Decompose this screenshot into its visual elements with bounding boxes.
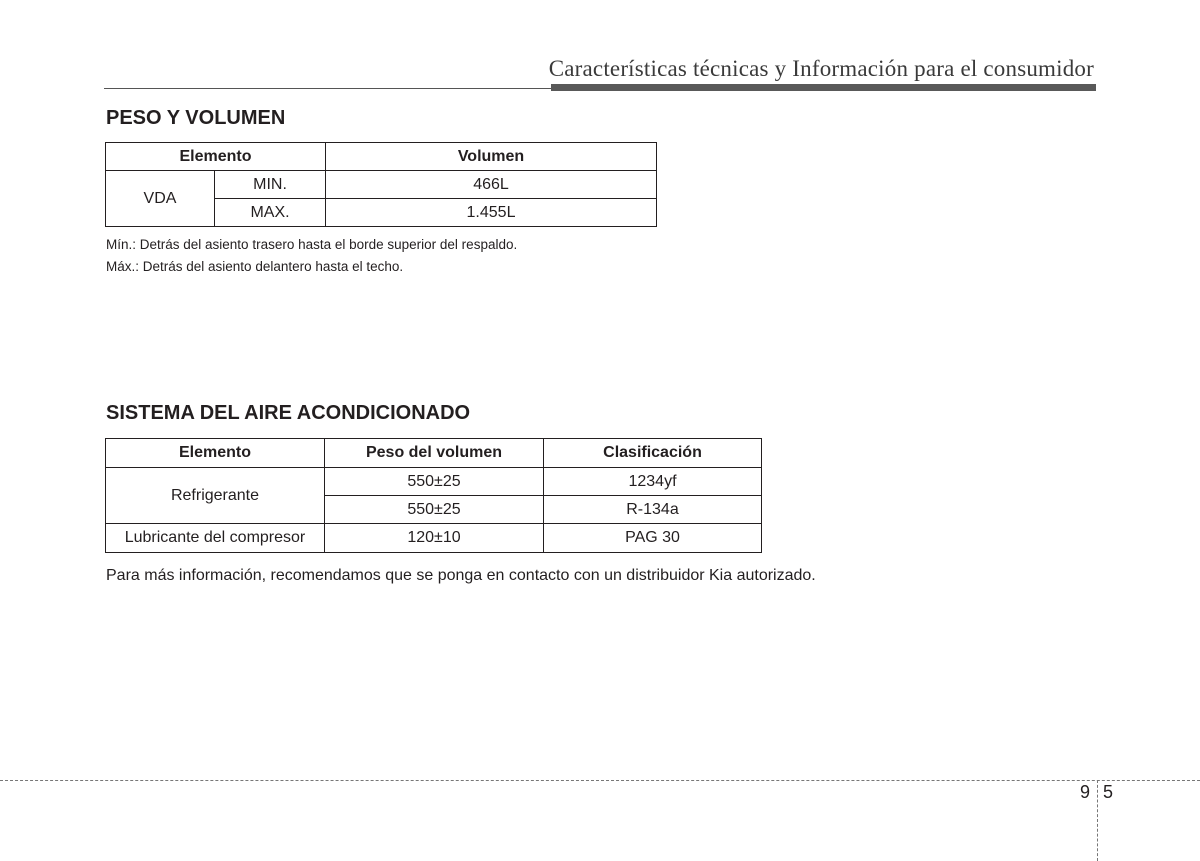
info-paragraph: Para más información, recomendamos que se ponga en contacto con un distribuidor Kia autorizado. (106, 567, 816, 584)
min-label-cell: MIN. (215, 171, 326, 199)
col-header-weight: Peso del volumen (325, 439, 544, 468)
page-number: 5 (1103, 782, 1114, 802)
weight-cell: 120±10 (325, 524, 544, 553)
refrigerant-cell: Refrigerante (106, 468, 325, 524)
page-header-title: Características técnicas y Información para el consumidor (548, 56, 1094, 81)
table-header-row (106, 143, 657, 171)
col-header-volume: Volumen (326, 143, 657, 171)
max-label-cell: MAX. (215, 199, 326, 227)
weight-cell: 550±25 (325, 496, 544, 524)
table-row (106, 468, 762, 496)
lubricant-cell: Lubricante del compresor (106, 524, 325, 553)
table-row (106, 171, 657, 199)
footer-page-divider (1097, 780, 1098, 861)
col-header-classification: Clasificación (544, 439, 762, 468)
weight-volume-heading: PESO Y VOLUMEN (106, 107, 286, 129)
weight-volume-table (105, 142, 657, 227)
weight-cell: 550±25 (325, 468, 544, 496)
note-max: Máx.: Detrás del asiento delantero hasta el techo. (106, 259, 404, 274)
col-header-element: Elemento (106, 439, 325, 468)
ac-system-table (105, 438, 762, 553)
col-header-element: Elemento (106, 143, 326, 171)
note-min: Mín.: Detrás del asiento trasero hasta el borde superior del respaldo. (106, 237, 518, 252)
vda-cell: VDA (106, 171, 215, 227)
classification-cell: PAG 30 (544, 524, 762, 553)
table-row (106, 524, 762, 553)
table-header-row (106, 439, 762, 468)
min-value-cell: 466L (326, 171, 657, 199)
max-value-cell: 1.455L (326, 199, 657, 227)
page-chapter-number: 9 (1080, 782, 1091, 802)
classification-cell: R-134a (544, 496, 762, 524)
header-rule-accent (551, 84, 1096, 91)
footer-divider (0, 780, 1200, 781)
classification-cell: 1234yf (544, 468, 762, 496)
ac-system-heading: SISTEMA DEL AIRE ACONDICIONADO (106, 402, 471, 424)
